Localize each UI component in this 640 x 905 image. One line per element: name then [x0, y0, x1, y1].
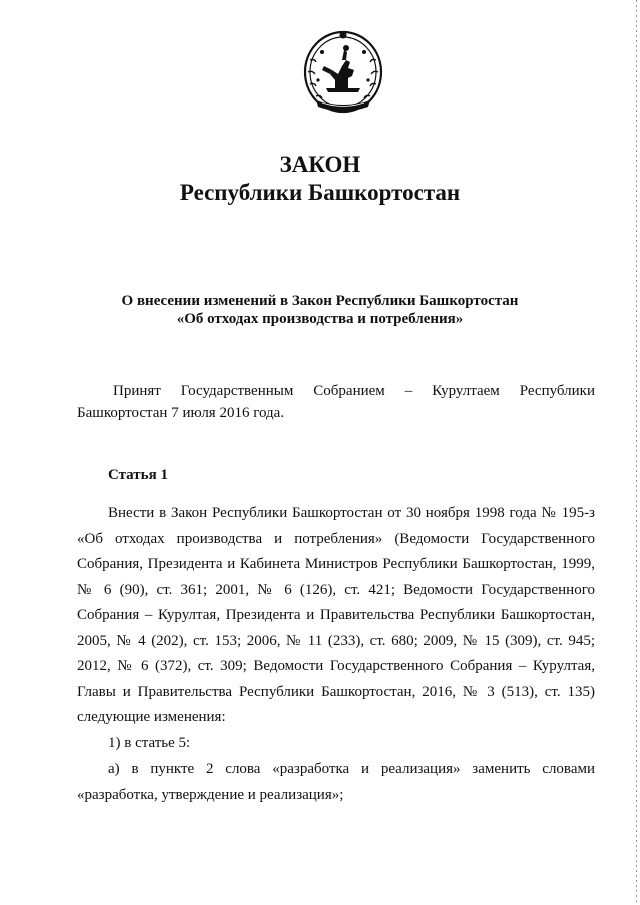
adoption-note: Принят Государственным Собранием – Курултаем Республики Башкортостан 7 июля 2016 года. [77, 383, 595, 421]
article-heading: Статья 1 [108, 467, 168, 483]
law-subject-line1: О внесении изменений в Закон Республики Башкортостан [121, 293, 519, 309]
article-paragraph: а) в пункте 2 слова «разработка и реализация» заменить словами «разработка, утверждение и реализация»; [77, 761, 595, 803]
scan-edge [636, 0, 637, 905]
article-paragraph: 1) в статье 5: [108, 735, 191, 751]
article-paragraph: Внести в Закон Республики Башкортостан от 30 ноября 1998 года № 195-з «Об отходах производства и потребления» (Ведомости Государственного Собрания, Президента и Кабинета Министров Республики Башкортостан, 1999, № 6 (90), ст. 361; 2001, № 6 (126), ст. 421; Ведомости Государственного Собрания – Курултая, Президента и Правительства Республики Башкортостан, 2005, № 4 (202), ст. 153; 2006, № 11 (233), ст. 680; 2009, № 15 (309), ст. 945; 2012, № 6 (372), ст. 309; Ведомости Государственного Собрания – Курултая, Главы и Правительства Республики Башкортостан, 2016, № 3 (513), ст. 135) следующие изменения: [77, 505, 595, 725]
law-subject-line2: «Об отходах производства и потребления» [176, 311, 464, 327]
coat-of-arms-icon [302, 30, 384, 118]
law-title: ЗАКОН [279, 152, 361, 177]
law-title-republic: Республики Башкортостан [179, 180, 461, 205]
